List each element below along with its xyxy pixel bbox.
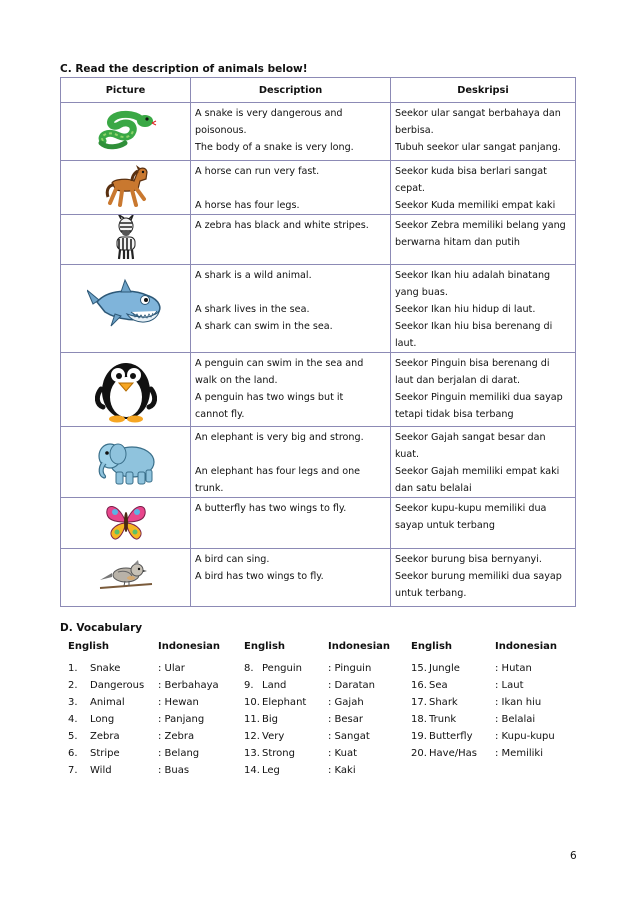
description-line: An elephant is very big and strong. [195,432,364,443]
description-line [195,284,387,301]
vocab-english: Animal [90,697,125,708]
description-line: A penguin has two wings but it [195,392,344,403]
vocab-item [244,729,414,745]
vocab-english: Land [262,680,287,691]
deskripsi-cell [391,161,576,215]
table-row [61,498,576,549]
description-cell [191,353,391,427]
deskripsi-line: Seekor Gajah sangat besar dan [395,432,546,443]
deskripsi-line: Seekor Pinguin memiliki dua sayap [395,392,563,403]
deskripsi-cell [391,549,576,607]
vocab-number: 2. [68,680,78,691]
vocab-english: Jungle [429,663,460,674]
snake-icon [95,143,157,154]
vocab-header-english-2: English [244,641,286,652]
table-row [61,103,576,161]
vocab-indonesian: : Ular [158,663,185,674]
deskripsi-cell [391,215,576,265]
vocab-indonesian: : Panjang [158,714,205,725]
vocab-number: 7. [68,765,78,776]
description-line: A horse can run very fast. [195,166,320,177]
description-line: A bird can sing. [195,554,270,565]
vocab-english: Penguin [262,663,302,674]
vocab-english: Have/Has [429,748,477,759]
vocab-english: Dangerous [90,680,145,691]
vocab-indonesian: : Sangat [328,731,370,742]
deskripsi-line: berbisa. [395,125,434,136]
vocab-indonesian: : Hutan [495,663,532,674]
vocab-english: Wild [90,765,112,776]
vocab-number: 4. [68,714,78,725]
description-cell [191,265,391,353]
deskripsi-cell [391,103,576,161]
deskripsi-line: Seekor kupu-kupu memiliki dua [395,503,547,514]
description-line: trunk. [195,483,224,494]
vocab-number: 20. [411,748,427,759]
vocab-indonesian: : Belalai [495,714,536,725]
deskripsi-line: dan satu belalai [395,483,472,494]
vocab-english: Stripe [90,748,120,759]
vocab-number: 19. [411,731,427,742]
vocab-item [244,746,414,762]
description-line: An elephant has four legs and one [195,466,361,477]
deskripsi-line: Tubuh seekor ular sangat panjang. [395,142,561,153]
zebra-icon [109,253,143,264]
deskripsi-line: Seekor Ikan hiu hidup di laut. [395,304,536,315]
description-line: The body of a snake is very long. [195,142,354,153]
description-cell [191,215,391,265]
deskripsi-line: yang buas. [395,287,448,298]
header-description: Description [191,78,391,103]
vocab-item [244,763,414,779]
picture-cell [61,161,191,215]
picture-cell [61,498,191,549]
vocab-indonesian: : Ikan hiu [495,697,542,708]
penguin-icon [95,415,157,426]
deskripsi-line: untuk terbang. [395,588,467,599]
description-line: cannot fly. [195,409,245,420]
deskripsi-line: berwarna hitam dan putih [395,237,521,248]
vocab-number: 10. [244,697,260,708]
table-row [61,215,576,265]
animal-description-table [60,77,576,607]
picture-cell [61,215,191,265]
vocab-english: Shark [429,697,458,708]
vocab-item [68,746,238,762]
deskripsi-line: Seekor ular sangat berbahaya dan [395,108,561,119]
description-line: A shark lives in the sea. [195,304,310,315]
vocab-indonesian: : Berbahaya [158,680,219,691]
vocab-header-english-1: English [68,641,110,652]
section-d-heading: D. Vocabulary [60,622,143,634]
picture-cell [61,549,191,607]
table-row [61,265,576,353]
deskripsi-line: cepat. [395,183,425,194]
vocab-indonesian: : Pinguin [328,663,372,674]
vocab-indonesian: : Hewan [158,697,199,708]
vocab-number: 5. [68,731,78,742]
deskripsi-line: laut. [395,338,417,349]
vocab-english: Elephant [262,697,307,708]
vocab-english: Long [90,714,115,725]
description-line: A shark can swim in the sea. [195,321,333,332]
vocab-number: 12. [244,731,260,742]
description-line: A penguin can swim in the sea and [195,358,364,369]
vocab-number: 6. [68,748,78,759]
vocab-number: 13. [244,748,260,759]
table-row [61,353,576,427]
horse-icon [102,201,150,212]
description-line: A shark is a wild animal. [195,270,312,281]
vocab-indonesian: : Kuat [328,748,357,759]
vocab-item [68,678,238,694]
shark-icon [87,328,165,339]
deskripsi-line: sayap untuk terbang [395,520,495,531]
vocab-item [68,763,238,779]
deskripsi-line: Seekor Ikan hiu adalah binatang [395,270,551,281]
description-line: A butterfly has two wings to fly. [195,503,347,514]
picture-cell [61,427,191,498]
vocab-item [244,678,414,694]
vocab-indonesian: : Zebra [158,731,195,742]
description-cell [191,103,391,161]
deskripsi-line: Seekor burung memiliki dua sayap [395,571,562,582]
vocab-number: 18. [411,714,427,725]
vocab-indonesian: : Memiliki [495,748,543,759]
deskripsi-cell [391,353,576,427]
vocab-english: Very [262,731,285,742]
description-line: A zebra has black and white stripes. [195,220,369,231]
vocab-item [411,678,581,694]
vocab-english: Snake [90,663,121,674]
vocab-header-indonesian-2: Indonesian [328,641,391,652]
vocab-number: 8. [244,663,254,674]
deskripsi-line: tetapi tidak bisa terbang [395,409,514,420]
table-row [61,549,576,607]
elephant-icon [94,480,158,491]
vocab-item [68,712,238,728]
butterfly-icon [103,536,149,547]
vocab-indonesian: : Besar [328,714,364,725]
deskripsi-line: Seekor Ikan hiu bisa berenang di [395,321,553,332]
vocab-indonesian: : Kaki [328,765,356,776]
vocab-number: 9. [244,680,254,691]
description-line [195,446,387,463]
vocab-item [68,661,238,677]
vocab-indonesian: : Laut [495,680,524,691]
description-line [195,180,387,197]
vocab-english: Trunk [429,714,457,725]
vocab-indonesian: : Belang [158,748,200,759]
description-line: A snake is very dangerous and [195,108,343,119]
description-cell [191,498,391,549]
vocab-item [244,712,414,728]
table-row [61,427,576,498]
deskripsi-line: Seekor Gajah memiliki empat kaki [395,466,560,477]
vocab-item [411,695,581,711]
deskripsi-cell [391,265,576,353]
header-picture: Picture [61,78,191,103]
table-row [61,161,576,215]
vocab-indonesian: : Daratan [328,680,376,691]
description-line: walk on the land. [195,375,278,386]
deskripsi-line: Seekor burung bisa bernyanyi. [395,554,542,565]
deskripsi-cell [391,427,576,498]
vocab-indonesian: : Gajah [328,697,364,708]
deskripsi-line: kuat. [395,449,420,460]
description-cell [191,161,391,215]
table-header-row [61,78,576,103]
vocab-english: Sea [429,680,448,691]
vocab-english: Leg [262,765,280,776]
page-number: 6 [570,850,577,862]
description-line: poisonous. [195,125,247,136]
vocab-indonesian: : Kupu-kupu [495,731,555,742]
deskripsi-line: Seekor kuda bisa berlari sangat [395,166,547,177]
vocab-item [68,729,238,745]
vocab-indonesian: : Buas [158,765,190,776]
picture-cell [61,103,191,161]
vocab-english: Zebra [90,731,120,742]
vocab-english: Strong [262,748,295,759]
description-cell [191,549,391,607]
bird-icon [98,586,154,597]
vocab-item [244,661,414,677]
vocab-item [411,661,581,677]
vocab-header-indonesian-3: Indonesian [495,641,558,652]
vocab-item [68,695,238,711]
vocab-header-indonesian-1: Indonesian [158,641,221,652]
description-line: A horse has four legs. [195,200,300,211]
vocab-number: 15. [411,663,427,674]
header-deskripsi: Deskripsi [391,78,576,103]
vocab-item [411,746,581,762]
deskripsi-line: Seekor Zebra memiliki belang yang [395,220,566,231]
vocab-english: Big [262,714,278,725]
vocab-item [411,729,581,745]
description-line: A bird has two wings to fly. [195,571,324,582]
vocab-number: 11. [244,714,260,725]
vocab-number: 16. [411,680,427,691]
vocab-header-english-3: English [411,641,453,652]
vocab-number: 17. [411,697,427,708]
deskripsi-line: laut dan berjalan di darat. [395,375,521,386]
vocab-english: Butterfly [429,731,473,742]
description-cell [191,427,391,498]
picture-cell [61,353,191,427]
deskripsi-line: Seekor Kuda memiliki empat kaki [395,200,556,211]
deskripsi-line: Seekor Pinguin bisa berenang di [395,358,550,369]
deskripsi-cell [391,498,576,549]
vocab-number: 1. [68,663,78,674]
picture-cell [61,265,191,353]
vocab-number: 3. [68,697,78,708]
section-c-heading: C. Read the description of animals below! [60,63,308,75]
vocab-number: 14. [244,765,260,776]
vocab-item [244,695,414,711]
vocab-item [411,712,581,728]
